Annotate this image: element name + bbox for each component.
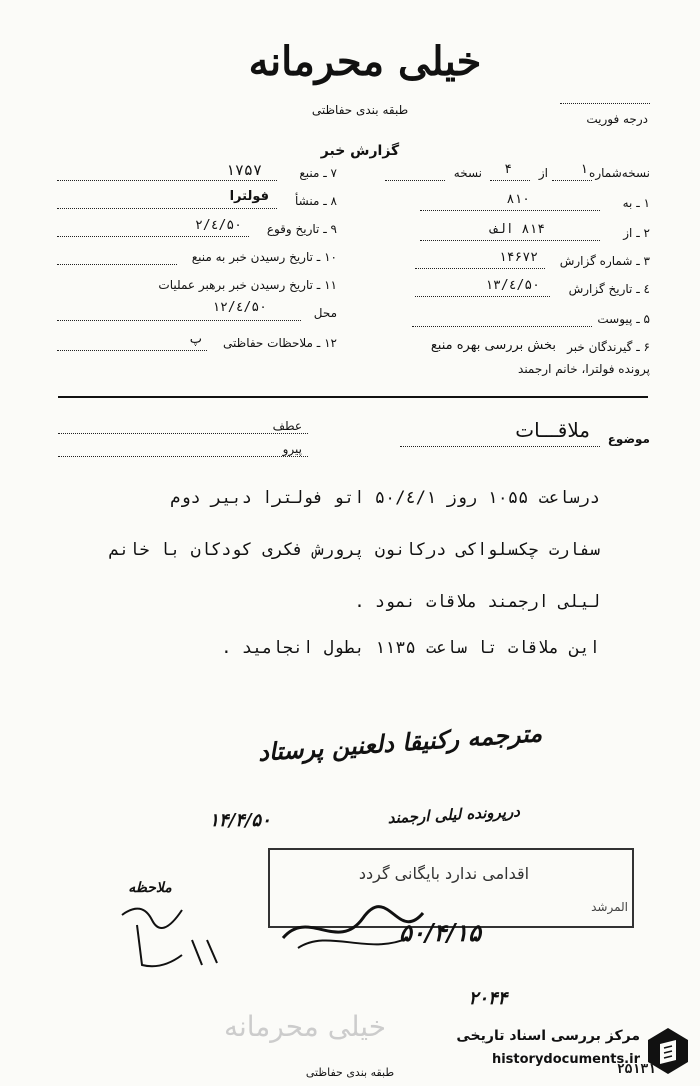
classification-heading: خیلی محرمانه [248,38,482,85]
to-label: ۱ ـ به [622,196,650,210]
receipt-source-label: ۱۰ ـ تاریخ رسیدن خبر به منبع [191,250,337,264]
copy-number-label: نسخه‌شماره [589,166,650,180]
classification-caption: طبقه بندی حفاظتی [311,103,409,117]
handwritten-note-2: درپرونده لیلی ارجمند [387,802,521,828]
of-label: از [538,166,548,180]
handwritten-date: ۱۴/۴/۵۰ [209,810,271,831]
handwritten-note: مترجمه رکنیقا دلعنین پرستاد [257,718,543,767]
subject-value: ملاقـــات [515,418,590,442]
origin-line [57,208,277,209]
follow-line [58,456,308,457]
page-number: ۲۰۴۴ [468,988,508,1009]
report-number-value: ۱۴۶۷۲ [498,250,538,265]
archive-number: ۲۵۱۳۱ [616,1062,656,1077]
source-value: ۱۷۵۷ [225,161,262,179]
watermark-site: historydocuments.ir [491,1052,640,1067]
ref-label: عطف [272,419,302,433]
of-value: ۴ [504,162,512,177]
from-label: ۲ ـ از [623,226,650,240]
priority-label: درجه فوریت [586,112,648,126]
watermark [420,1022,690,1082]
source-line [57,180,277,181]
watermark-org: مرکز بررسی اسناد تاریخی [456,1028,640,1044]
security-notes-label: ۱۲ ـ ملاحظات حفاظتی [223,336,337,350]
stamp-label: المرشد [591,900,628,914]
copy-suffix: نسخه [453,166,482,180]
place-value: ۵۰/٤/۱۲ [212,300,267,315]
report-number-line [415,268,545,269]
signature-scribble [278,898,428,958]
recipients-label: ۶ ـ گیرندگان خبر [567,340,650,354]
of-line [490,180,530,181]
place-label: محل [313,306,337,320]
copy-number-line [552,180,592,181]
report-title: گزارش خبر [320,143,400,159]
copy-number-value: ۱ [580,162,588,177]
attachment-line [412,326,592,327]
to-line [420,210,600,211]
left-fields [55,160,337,360]
body-line-4: این ملاقات تا ساعت ۱۱۳۵ بطول انجامید . [221,638,600,658]
margin-signature [112,895,232,975]
right-fields [340,160,650,390]
priority-line [560,103,650,104]
from-line [420,240,600,241]
body-line-3: لیلی ارجمند ملاقات نمود . [354,592,600,612]
origin-label: ۸ ـ منشأ [294,194,337,208]
body-line-1: درساعت ۱۰۵۵ روز ۵۰/٤/۱ اتو فولترا دبیر دوم [170,488,600,508]
recipients-value: بخش بررسی بهره منبع [430,338,556,353]
footer-caption: طبقه بندی حفاظتی [305,1066,395,1079]
occurrence-date-line [57,236,249,237]
subject-label: موضوع [607,432,650,446]
report-date-value: ۵۰/٤/۱۳ [485,278,540,293]
to-value: ۸۱۰ [506,192,530,207]
stamp-date: ۵۰/۴/۱۵ [399,918,481,947]
receipt-ops-label: ۱۱ ـ تاریخ رسیدن خبر برهبر عملیات [158,278,337,292]
stamp-text: اقدامی ندارد بایگانی گردد [358,864,530,883]
place-line [57,320,301,321]
ref-line [58,433,308,434]
source-label: ۷ ـ منبع [299,166,337,180]
body-line-2: سفارت چکسلواکی درکانون پرورش فکری کودکان با خانم [108,540,600,560]
copy-suffix-line [385,180,445,181]
from-value: ۸۱۴ الف [490,222,545,237]
footer-classification-stamp: خیلی محرمانه [223,1010,387,1043]
receipt-source-line [57,264,177,265]
security-notes-line [57,350,207,351]
margin-note: ملاحظه [128,880,172,896]
subject-line [400,446,600,447]
attachment-label: ۵ ـ پیوست [597,312,650,326]
origin-value: فولترا [229,189,269,204]
recipients-value-2: پرونده فولترا، خانم ارجمند [518,362,650,376]
report-date-line [415,296,550,297]
follow-label: پیرو [282,442,302,456]
occurrence-date-value: ۵۰/٤/۲ [195,218,242,233]
section-divider [58,396,648,398]
logo-icon [646,1026,690,1076]
report-date-label: ٤ ـ تاریخ گزارش [568,282,650,296]
report-number-label: ۳ ـ شماره گزارش [559,254,650,268]
security-notes-value: پ [189,332,202,347]
occurrence-date-label: ۹ ـ تاریخ وقوع [266,222,337,236]
